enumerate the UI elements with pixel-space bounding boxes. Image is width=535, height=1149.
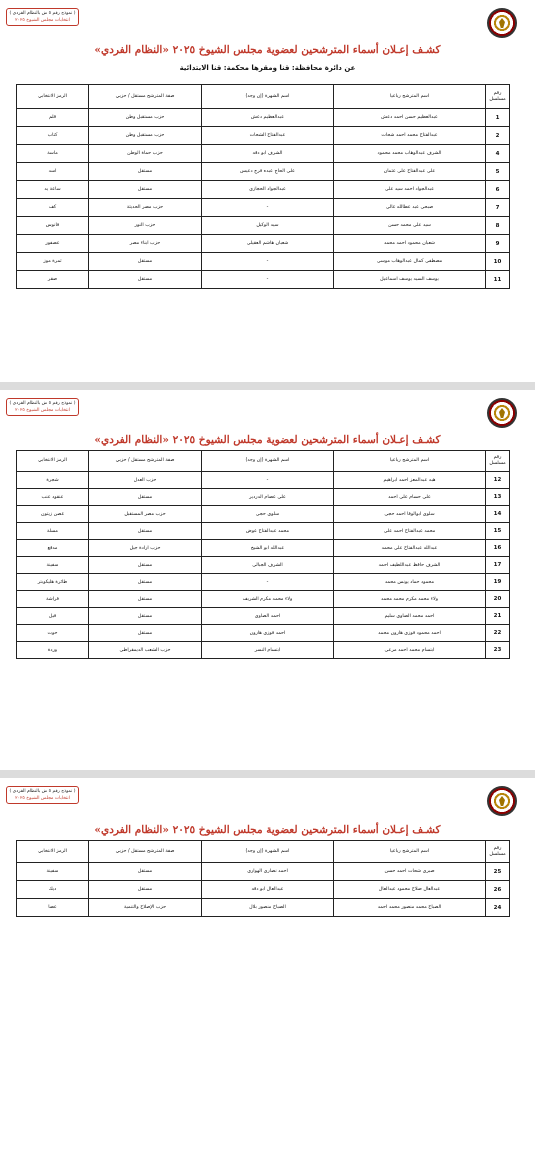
cell-name: احمد محمد الصاوى سليم [334, 608, 486, 625]
cell-num: 19 [486, 574, 510, 591]
cell-symbol: شجرة [17, 472, 89, 489]
cell-symbol: قلم [17, 109, 89, 127]
table-row [17, 506, 510, 523]
table-row [17, 145, 510, 163]
form-label-line1: ( نموذج رقم ٥ ش بالنظام الفردي ) [9, 11, 76, 16]
cell-status: حزب الإصلاح والتنمية [89, 899, 202, 917]
cell-alias: شعبان هاشم العقيلى [202, 235, 334, 253]
cell-status: مستقل [89, 881, 202, 899]
cell-symbol: ثمرة موز [17, 253, 89, 271]
table-row [17, 235, 510, 253]
cell-symbol: طائرة هليكوبتر [17, 574, 89, 591]
table-row [17, 899, 510, 917]
header-num: رقم مسلسل [486, 841, 510, 863]
cell-symbol: فانوس [17, 217, 89, 235]
cell-name: عبدالله عبدالفتاح على محمد [334, 540, 486, 557]
cell-num: 8 [486, 217, 510, 235]
header-alias: اسم الشهرة (إن وجد) [202, 451, 334, 472]
cell-num: 11 [486, 271, 510, 289]
cell-symbol: حوت [17, 625, 89, 642]
document-page-2 [0, 390, 535, 770]
cell-num: 6 [486, 181, 510, 199]
candidates-table [16, 840, 510, 917]
cell-alias: الصباح منصور بلال [202, 899, 334, 917]
table-row [17, 540, 510, 557]
cell-name: صبرى شحات احمد حسن [334, 863, 486, 881]
form-label-line1: ( نموذج رقم ٥ ش بالنظام الفردي ) [9, 401, 76, 406]
cell-name: على حسام على احمد [334, 489, 486, 506]
cell-name: عبدالعال صلاح محمود عبدالعال [334, 881, 486, 899]
header-num: رقم مسلسل [486, 451, 510, 472]
egypt-emblem-icon [487, 786, 517, 816]
cell-name: عبدالجواد احمد سيد على [334, 181, 486, 199]
cell-status: حزب ارادة جيل [89, 540, 202, 557]
cell-name: عبدالفتاح محمد احمد شحات [334, 127, 486, 145]
table-row [17, 127, 510, 145]
table-row [17, 253, 510, 271]
form-number-tag [6, 398, 79, 416]
cell-num: 1 [486, 109, 510, 127]
cell-status: حزب الشعب الديمقراطى [89, 642, 202, 659]
cell-alias: عبدالفتاح الشحات [202, 127, 334, 145]
table-row [17, 881, 510, 899]
cell-alias: ولاء محمد مكرم الشريف [202, 591, 334, 608]
cell-status: مستقل [89, 523, 202, 540]
cell-name: احمد محمود فوزى هارون محمد [334, 625, 486, 642]
cell-name: مصطفى كمال عبدالوهاب موسى [334, 253, 486, 271]
cell-num: 4 [486, 145, 510, 163]
cell-alias: احمد نصارى الهوارى [202, 863, 334, 881]
cell-symbol: فيل [17, 608, 89, 625]
cell-name: سيد على محمد حسن [334, 217, 486, 235]
egypt-emblem-icon [487, 398, 517, 428]
cell-name: يوسف السيد يوسف اسماعيل [334, 271, 486, 289]
cell-num: 17 [486, 557, 510, 574]
cell-name: الشرف حافظ عبداللطيف احمد [334, 557, 486, 574]
header-alias: اسم الشهرة (إن وجد) [202, 841, 334, 863]
table-row [17, 181, 510, 199]
cell-alias: ابتسام النسر [202, 642, 334, 659]
cell-alias: على عصام الدردير [202, 489, 334, 506]
cell-name: محمد عبدالفتاح احمد على [334, 523, 486, 540]
cell-name: ابتسام محمد احمد مرعى [334, 642, 486, 659]
cell-alias: عبدالعظيم دعش [202, 109, 334, 127]
cell-num: 22 [486, 625, 510, 642]
cell-num: 9 [486, 235, 510, 253]
table-row [17, 642, 510, 659]
cell-alias: احمد الصاوى [202, 608, 334, 625]
header-status: صفة المترشح مستقل / حزبي [89, 85, 202, 109]
cell-status: مستقل [89, 253, 202, 271]
table-row [17, 472, 510, 489]
cell-alias: - [202, 472, 334, 489]
cell-name: شعبان محمود احمد محمد [334, 235, 486, 253]
cell-symbol: سفينة [17, 557, 89, 574]
header-symbol: الرمز الانتخابي [17, 451, 89, 472]
cell-num: 25 [486, 863, 510, 881]
cell-status: مستقل [89, 608, 202, 625]
cell-alias: سلوى حجى [202, 506, 334, 523]
page-title: كشـف إعـلان أسماء المترشحين لعضوية مجلس الشيوخ ٢٠٢٥ «النظام الفردي» [94, 44, 441, 56]
cell-num: 24 [486, 899, 510, 917]
district-line: عن دائرة محافظة: قنا ومقرها محكمة: قنا الابتدائية [179, 64, 356, 72]
form-number-tag [6, 786, 79, 804]
table-row [17, 591, 510, 608]
cell-status: حزب مصر المستقبل [89, 506, 202, 523]
cell-symbol: فراشة [17, 591, 89, 608]
table-row [17, 625, 510, 642]
cell-name: عبدالعظيم حسن احمد دعش [334, 109, 486, 127]
table-row [17, 557, 510, 574]
cell-name: صبحى عبد عطالله غالى [334, 199, 486, 217]
header-alias: اسم الشهرة (إن وجد) [202, 85, 334, 109]
form-label-line1: ( نموذج رقم ٥ ش بالنظام الفردي ) [9, 789, 76, 794]
page-title: كشـف إعـلان أسماء المترشحين لعضوية مجلس الشيوخ ٢٠٢٥ «النظام الفردي» [94, 824, 441, 836]
cell-symbol: كف [17, 199, 89, 217]
table-row [17, 163, 510, 181]
header-num: رقم مسلسل [486, 85, 510, 109]
cell-symbol: عصفور [17, 235, 89, 253]
cell-status: مستقل [89, 591, 202, 608]
table-row [17, 574, 510, 591]
cell-name: سلوى ابوالوفا احمد حجى [334, 506, 486, 523]
cell-symbol: اسد [17, 163, 89, 181]
form-label-line2: انتخابات مجلس الشيوخ ٢٠٢٥ [15, 18, 70, 23]
cell-alias: عبدالله ابو الشيخ [202, 540, 334, 557]
header-name: اسم المترشح رباعيا [334, 451, 486, 472]
cell-status: مستقل [89, 181, 202, 199]
cell-num: 10 [486, 253, 510, 271]
cell-num: 15 [486, 523, 510, 540]
cell-num: 7 [486, 199, 510, 217]
candidates-table [16, 450, 510, 659]
cell-status: حزب العدل [89, 472, 202, 489]
cell-symbol: مسلة [17, 523, 89, 540]
header-name: اسم المترشح رباعيا [334, 841, 486, 863]
table-row [17, 199, 510, 217]
cell-status: مستقل [89, 557, 202, 574]
cell-symbol: وردة [17, 642, 89, 659]
cell-name: محمود حماد يونس محمد [334, 574, 486, 591]
cell-status: حزب مستقبل وطن [89, 127, 202, 145]
cell-num: 2 [486, 127, 510, 145]
table-row [17, 217, 510, 235]
cell-symbol: عصا [17, 899, 89, 917]
page-title: كشـف إعـلان أسماء المترشحين لعضوية مجلس الشيوخ ٢٠٢٥ «النظام الفردي» [94, 434, 441, 446]
cell-name: ولاء محمد مكرم محمد محمد [334, 591, 486, 608]
cell-name: على عبدالفتاح على عثمان [334, 163, 486, 181]
table-header-row [17, 85, 510, 109]
cell-alias: على الحاج عبده فرج دعيس [202, 163, 334, 181]
cell-symbol: سفينة [17, 863, 89, 881]
header-symbol: الرمز الانتخابي [17, 85, 89, 109]
cell-symbol: ماسة [17, 145, 89, 163]
cell-alias: محمد عبدالفتاح عوض [202, 523, 334, 540]
cell-num: 26 [486, 881, 510, 899]
cell-alias: عبدالجواد الحجازى [202, 181, 334, 199]
cell-status: حزب حماة الوطن [89, 145, 202, 163]
cell-name: هبه عبدالمعز احمد ابراهيم [334, 472, 486, 489]
cell-alias: - [202, 199, 334, 217]
table-row [17, 608, 510, 625]
cell-alias: احمد فوزى هارون [202, 625, 334, 642]
cell-symbol: مدفع [17, 540, 89, 557]
cell-num: 14 [486, 506, 510, 523]
form-label-line2: انتخابات مجلس الشيوخ ٢٠٢٥ [15, 408, 70, 413]
cell-status: حزب النور [89, 217, 202, 235]
cell-symbol: ساعة يد [17, 181, 89, 199]
cell-status: مستقل [89, 863, 202, 881]
cell-alias: عبدالعال ابو دقه [202, 881, 334, 899]
cell-alias: - [202, 574, 334, 591]
table-row [17, 863, 510, 881]
cell-status: مستقل [89, 163, 202, 181]
cell-num: 23 [486, 642, 510, 659]
candidates-table [16, 84, 510, 289]
table-row [17, 109, 510, 127]
document-page-3 [0, 778, 535, 1149]
cell-num: 20 [486, 591, 510, 608]
header-status: صفة المترشح مستقل / حزبي [89, 841, 202, 863]
table-header-row [17, 451, 510, 472]
cell-status: حزب ابناء مصر [89, 235, 202, 253]
cell-num: 16 [486, 540, 510, 557]
cell-symbol: صقر [17, 271, 89, 289]
form-label-line2: انتخابات مجلس الشيوخ ٢٠٢٥ [15, 796, 70, 801]
cell-status: مستقل [89, 489, 202, 506]
cell-num: 21 [486, 608, 510, 625]
cell-status: مستقل [89, 625, 202, 642]
cell-status: مستقل [89, 271, 202, 289]
cell-symbol: كتاب [17, 127, 89, 145]
header-symbol: الرمز الانتخابي [17, 841, 89, 863]
table-row [17, 271, 510, 289]
cell-name: الصباح محمد منصور محمد احمد [334, 899, 486, 917]
cell-alias: - [202, 271, 334, 289]
table-row [17, 523, 510, 540]
table-header-row [17, 841, 510, 863]
cell-name: الشرف عبدالوهاب محمد محمود [334, 145, 486, 163]
cell-num: 12 [486, 472, 510, 489]
cell-alias: - [202, 253, 334, 271]
egypt-emblem-icon [487, 8, 517, 38]
cell-alias: الشرف الجبالى [202, 557, 334, 574]
cell-num: 5 [486, 163, 510, 181]
header-name: اسم المترشح رباعيا [334, 85, 486, 109]
document-page-1 [0, 0, 535, 382]
cell-symbol: غصن زيتون [17, 506, 89, 523]
table-row [17, 489, 510, 506]
cell-status: حزب مستقبل وطن [89, 109, 202, 127]
header-status: صفة المترشح مستقل / حزبي [89, 451, 202, 472]
cell-alias: الشرف ابو دقه [202, 145, 334, 163]
cell-status: مستقل [89, 574, 202, 591]
cell-symbol: ديك [17, 881, 89, 899]
cell-symbol: عنقود عنب [17, 489, 89, 506]
form-number-tag [6, 8, 79, 26]
cell-status: حزب مصر الحديثة [89, 199, 202, 217]
cell-alias: سيد الوكيل [202, 217, 334, 235]
cell-num: 13 [486, 489, 510, 506]
